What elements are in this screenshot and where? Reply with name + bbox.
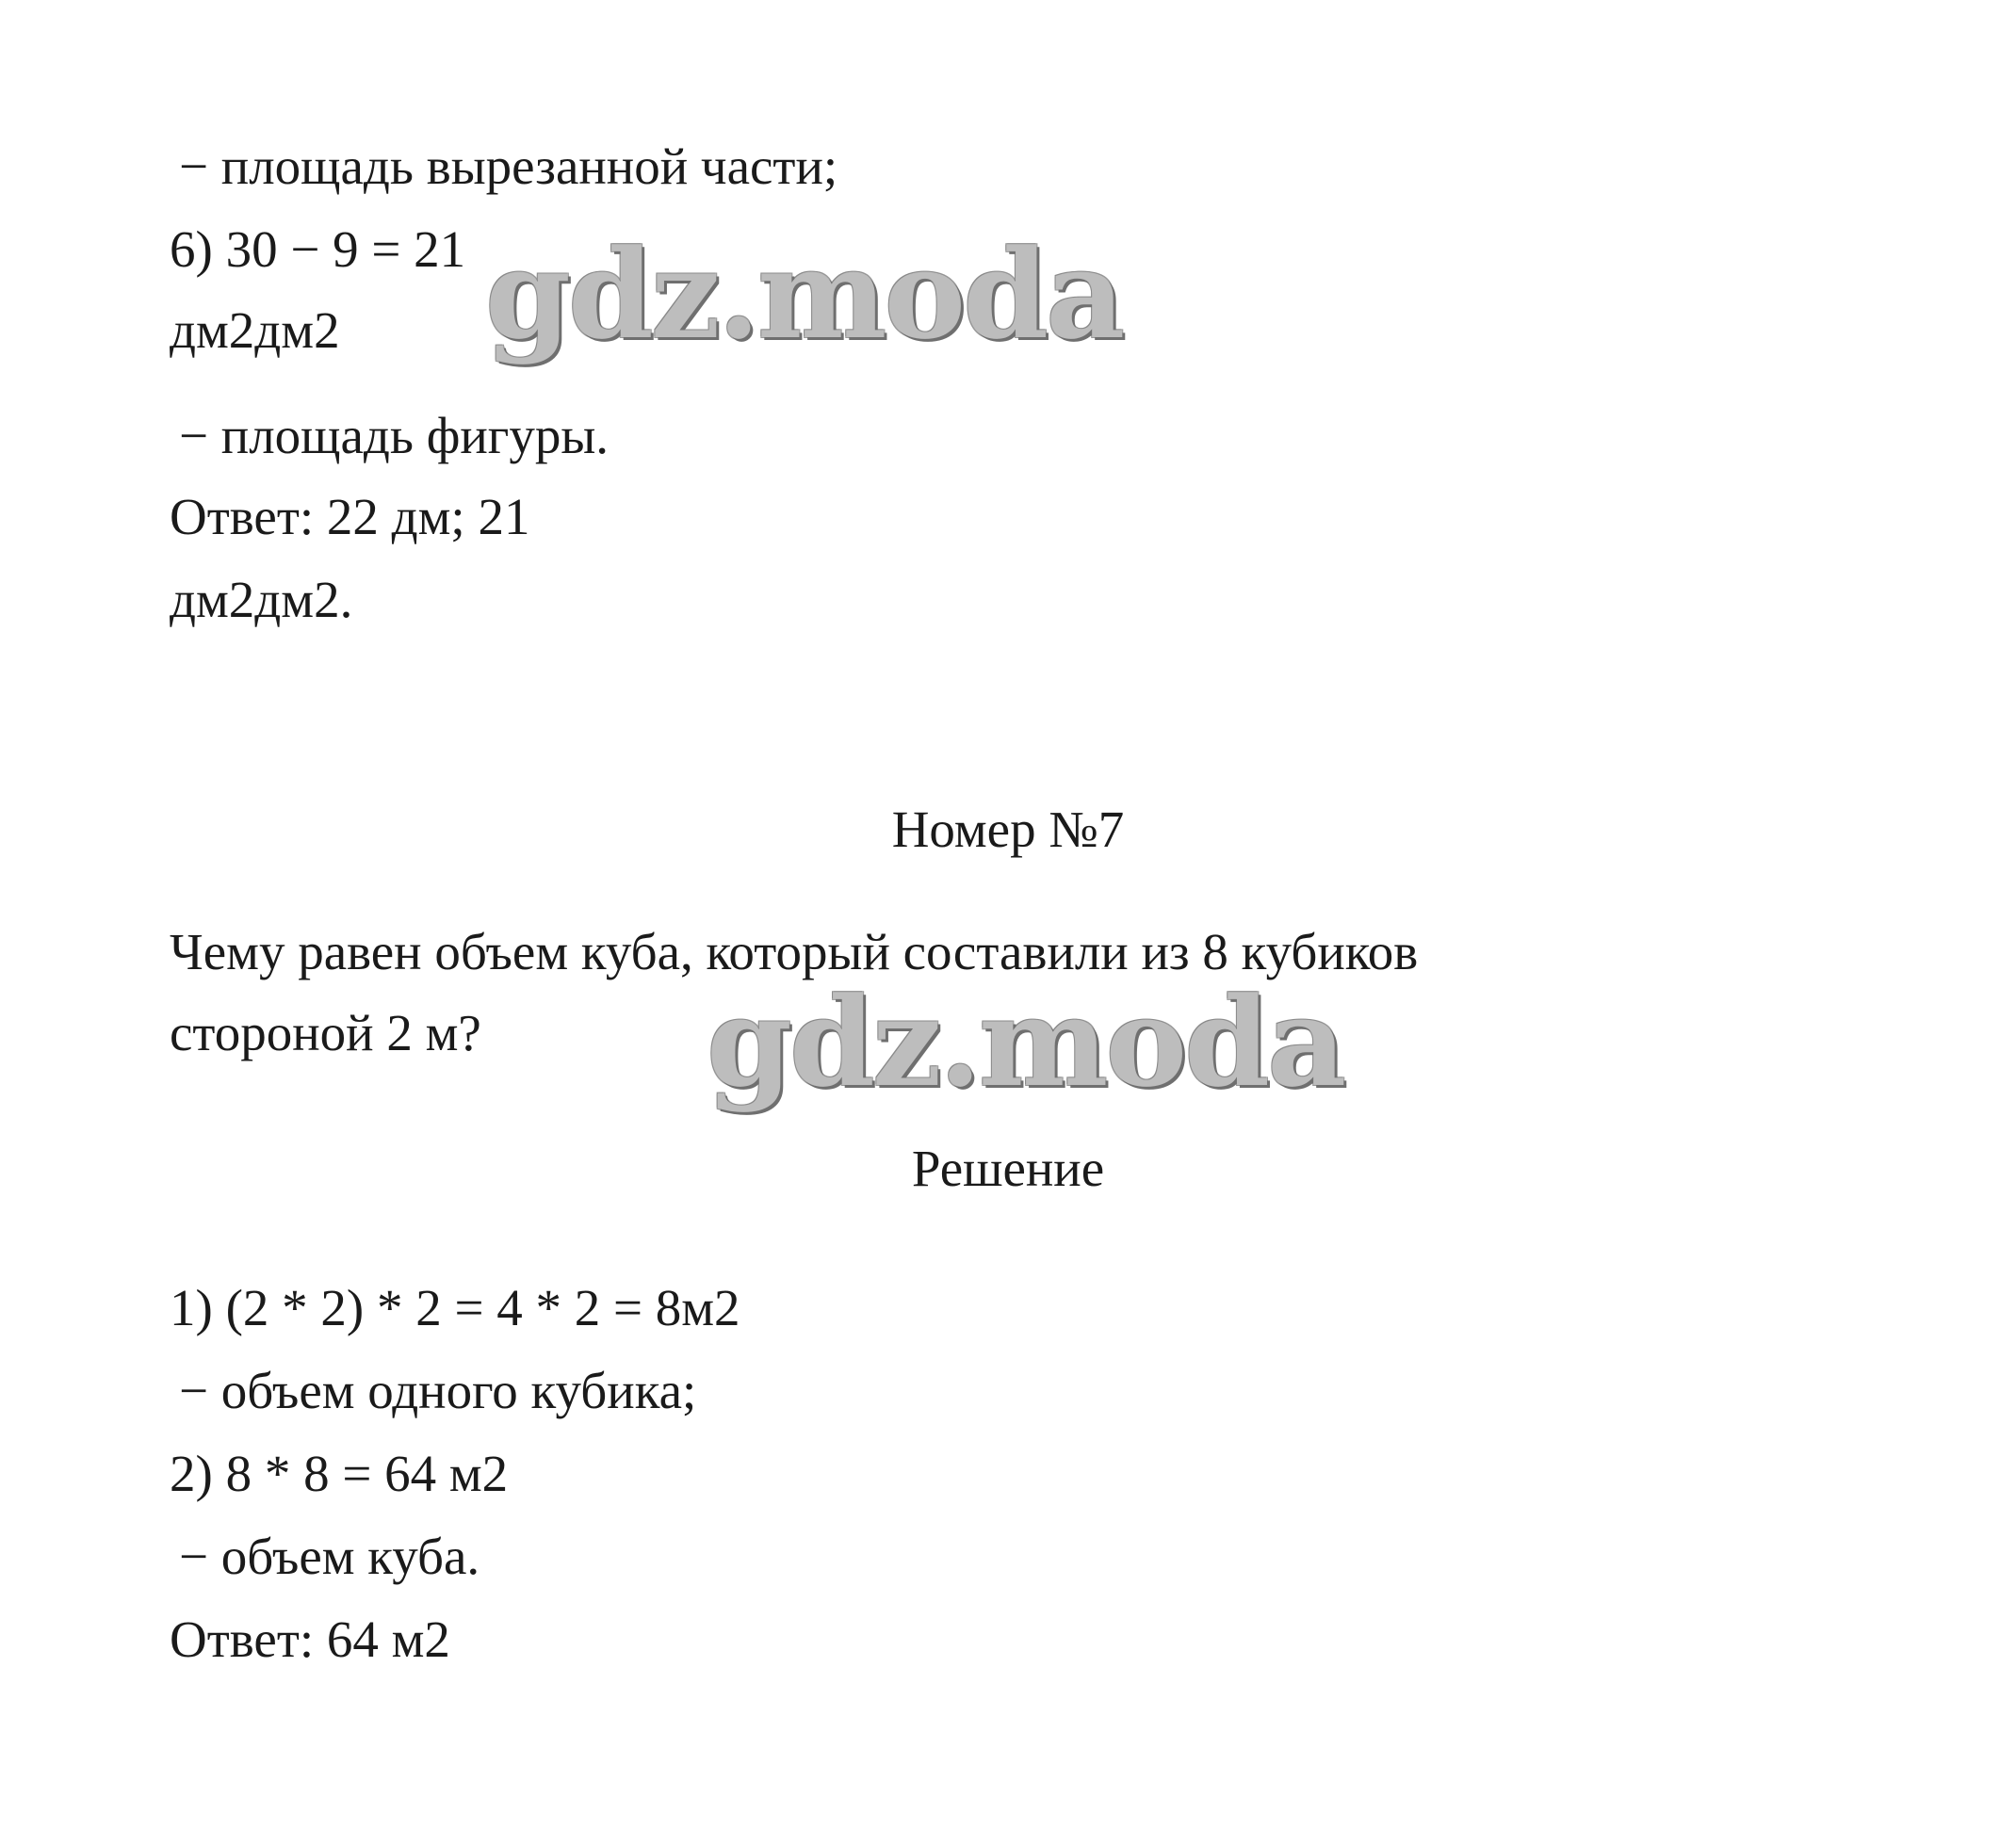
solution-step-1: 1) (2 * 2) * 2 = 4 * 2 = 8м2: [170, 1279, 740, 1336]
solution-step-2: 2) 8 * 8 = 64 м2: [170, 1445, 509, 1502]
final-answer: Ответ: 64 м2: [170, 1610, 450, 1668]
text-line-figure-area: − площадь фигуры.: [179, 407, 610, 464]
solution-heading: Решение: [911, 1140, 1105, 1197]
watermark-logo: gdz.moda: [485, 222, 1123, 366]
answer-line-2: дм2дм2.: [170, 571, 353, 628]
question-line-2: стороной 2 м?: [170, 1004, 481, 1061]
solution-step-2-note: − объем куба.: [179, 1528, 480, 1585]
text-line-units: дм2дм2: [170, 301, 340, 359]
question-line-1: Чему равен объем куба, который составили из 8 кубиков: [170, 923, 1419, 980]
problem-heading: Номер №7: [891, 801, 1125, 858]
text-line-cut-area: − площадь вырезанной части;: [179, 138, 838, 195]
solution-step-1-note: − объем одного кубика;: [179, 1362, 697, 1419]
watermark-logo: gdz.moda: [707, 970, 1344, 1114]
text-line-step6: 6) 30 − 9 = 21: [170, 220, 466, 278]
answer-line-1: Ответ: 22 дм; 21: [170, 488, 530, 545]
